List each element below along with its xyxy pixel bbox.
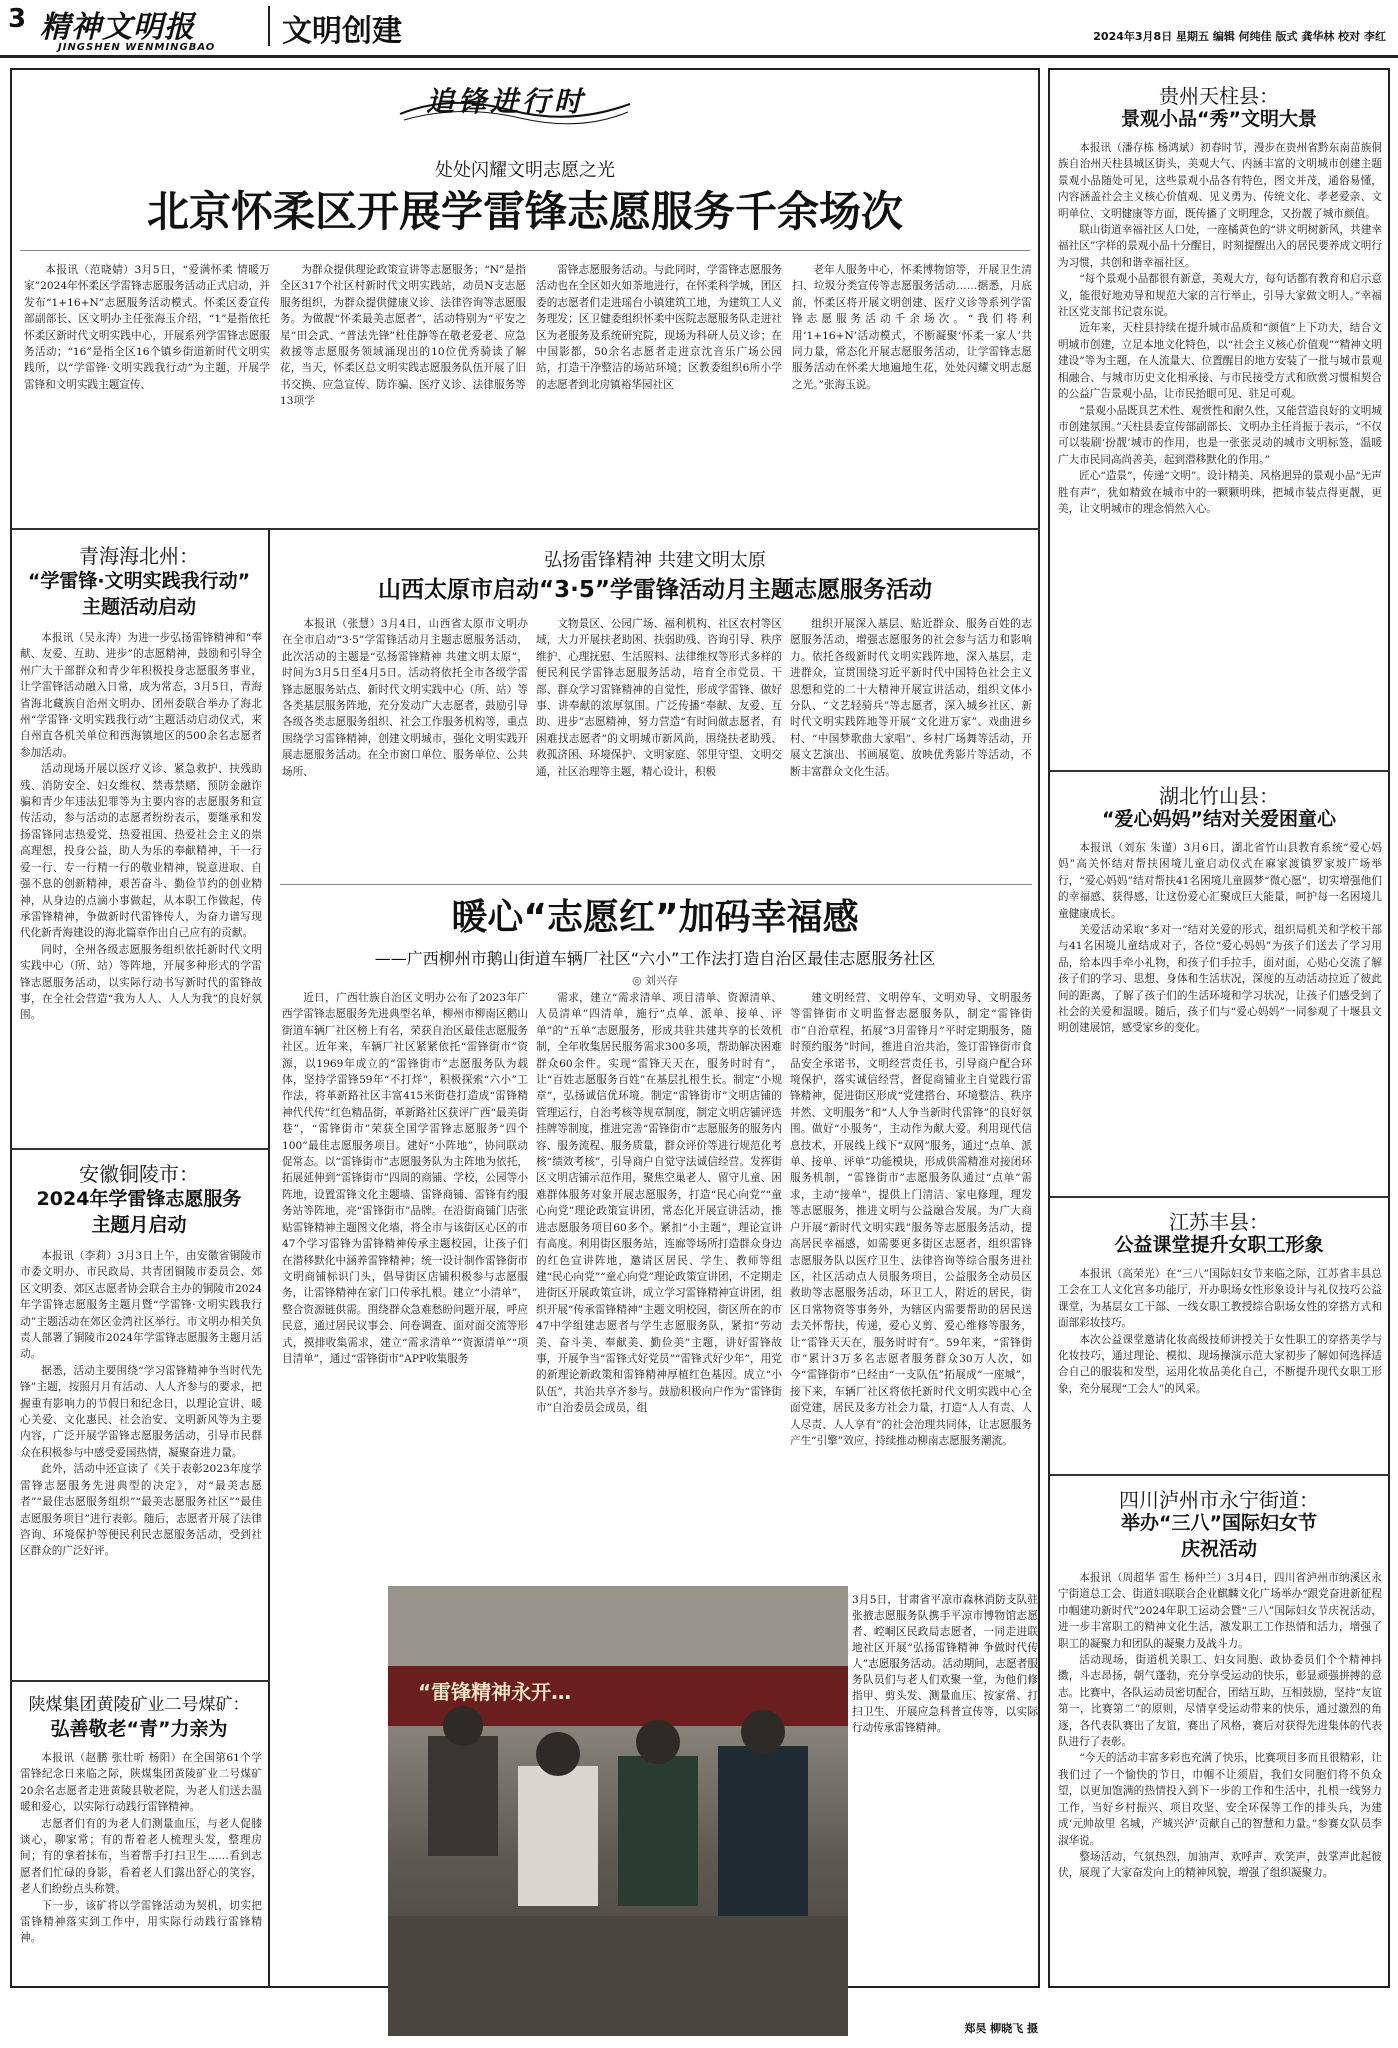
column-logo <box>390 74 640 130</box>
story-body <box>1058 140 1382 762</box>
big-para: 近日，广西壮族自治区文明办公布了2023年广西学雷锋志愿服务先进典型名单，柳州市柳南区鹅山街道车辆厂社区榜上有名，荣获自治区最佳志愿服务社区。近年来，车辆厂社区紧紧依托“雷锋街市”资源，以1969年成立的“雷锋街市”志愿服务队为载体，坚持学雷锋59年“不打烊”，积极探索“六小”工作法，将革新路社区丰富415米街巷打造成“雷锋精神代代传”红色精品街，革新路社区获评广西“最美街巷”，“雷锋街市”荣获全国学雷锋志愿服务“四个100”最佳志愿服务项目。建好“小阵地”，协同联动促常态。以“雷锋街市”志愿服务队为主阵地为依托，拓展延伸到“雷锋街市”四周的商铺、学校，公园等小阵地，设置雷锋文化主题墙、雷锋商铺、雷锋有约服务站等阵地，亮“雷锋街市”品牌。在沿街商铺门店张贴雷锋精神主题图文化墙，将全市与该街区心区的市47个学习雷锋为雷锋精神传承主题校园，让孩子们在潜移默化中涵养雷锋精神；统一设计制作雷锋街市文明商铺标识门头，倡导街区店铺积极参与志愿服务，让雷锋精神在家门口传承扎根。建立“小清单”，整合资源链供需。围绕群众急难愁盼问题开展，呼应民意，通过居民议事会、问卷调查、面对面交流等形式，摸排收集需求，建立“需求清单”“资源清单”“项目清单”，通过“雷锋街市”APP收集服务 <box>282 992 528 1365</box>
lead-para: 雷锋志愿服务活动。与此同时，学雷锋志愿服务活动也在全区如火如荼地进行，在怀柔科学城，团区委的志愿者们走进瑶台小镇建筑工地，为建筑工人义务理发；区卫健委组织怀柔中医院志愿服务队走进社区为老服务及系统研究院，现场为科研人员义诊；在中国影都，50余名志愿者走进京沈音乐广场公园站，打造干净整洁的场站环境；区教委组织6所小学的志愿者到北房镇裕华园社区 <box>536 264 782 391</box>
story-para: 同时，全州各级志愿服务组织依托新时代文明实践中心（所、站）等阵地，开展多种形式的学雷锋志愿服务活动，以实际行动书写新时代的雷锋故事，在全社会营造“我为人人、人人为我”的良好氛围。 <box>20 943 262 1022</box>
story-para: 本报讯（赵鹏 张壮昕 杨阳）在全国第61个学雷锋纪念日来临之际，陕煤集团黄陵矿业二号煤矿20余名志愿者走进黄陵县敬老院，为老人们送去温暖和爱心，以实际行动践行雷锋精神。 <box>20 1752 262 1814</box>
story-para: 匠心“造景”，传递“文明”。设计精美、风格迥异的景观小品“无声胜有声”，犹如精致在城市中的一颗颗明珠，把城市装点得更靓，更美，让文明城市的理念悄然入心。 <box>1058 470 1382 515</box>
lead-para: 本报讯（范晓婧）3月5日，“爱满怀柔 情暖万家”2024年怀柔区学雷锋志愿服务活动正式启动，并发布“1+16+N”志愿服务活动模式。怀柔区委宣传部副部长、区文明办主任张海玉介绍，“1”是指依托怀柔区新时代文明实践中心，开展系列学雷锋志愿服务活动；“16”是指全区16个镇乡街道新时代文明实践所，以“学雷锋·文明实践我行动”为主题，开展学雷锋和文明实践主题宣传、 <box>24 264 270 391</box>
story-para: 本报讯（李莉）3月3日上午，由安徽省铜陵市市委文明办、市民政局、共青团铜陵市委员会、郊区文明委、郊区志愿者协会联合主办的铜陵市2024年学雷锋志愿服务主题月暨“学雷锋·文明实践我行动”主题活动在郊区金湾社区举行。市文明办相关负责人部署了铜陵市2024年学雷锋志愿服务主题月活动。 <box>20 1250 262 1361</box>
story-para: “每个景观小品都很有新意，美观大方，每句话都有教育和启示意义，能很好地劝导和规范大家的言行举止，引导大家做文明人。”幸福社区党支部书记袁东说。 <box>1058 273 1382 319</box>
mid-title: 山西太原市启动“3·5”学雷锋活动月主题志愿服务活动 <box>378 577 932 603</box>
story-place: 安徽铜陵市： <box>79 1162 199 1186</box>
mid-para: 本报讯（张慧）3月4日，山西省太原市文明办在全市启动“3·5”学雷锋活动月主题志愿服务活动，此次活动的主题是“弘扬雷锋精神 共建文明太原”，时间为3月5日至4月5日。活动将依托全市各级学雷锋志愿服务站点、新时代文明实践中心（所、站）等各类基层服务阵地，充分发动广大志愿者，鼓励引导各级各类志愿服务组织、社会工作服务机构等，重点围绕学习雷锋精神，创建文明城市，强化文明实践开展志愿服务活动。在全市窗口单位、服务单位、公共场所、 <box>282 618 528 778</box>
story-para: 整场活动，气氛热烈，加油声、欢呼声、欢笑声，鼓掌声此起彼伏，展现了大家奋发向上的精神风貌，增强了组织凝聚力。 <box>1058 1850 1382 1880</box>
big-para: 需求，建立“需求清单、项目清单、资源清单、人员清单”四清单，施行“点单、派单、接单、评单”的“五单”志愿服务，形成共驻共建共享的长效机制，全年收集居民服务需求300多项，帮助解决困难群众60余件。实现“雷锋天天在，服务时时有”，让“百姓志愿服务百姓”在基层扎根生长。制定“小规章”，弘扬诚信优环境。制定“雷锋街市”文明店铺的管理运行，自治考核等规章制度，制定文明店铺评选挂牌等制度，推进完善“雷锋街市”志愿服务的服务内容、服务流程、服务质量，群众评价等进行规范化考核“绩效考核”，引导商户自觉守法诚信经营。发挥街区文明店铺示范作用，聚焦空巢老人、留守儿童、困难群体服务对象开展志愿服务，打造“民心向党”“童心向党”理论政策宣讲团，常态化开展宣讲活动，推进志愿服务项目60多个。紧扣“小主题”，理论宣讲有高度。利用街区服务站，连廊等场所打造群众身边的红色宣讲阵地，邀请区居民、学生、教师等组建“民心向党”“童心向党”理论政策宣讲团，不定期走进街区开展政策宣讲，成立学习雷锋精神宣讲团，组织开展“传承雷锋精神”主题文明校园，街区所在的市47中学组建志愿者与学生志愿服务队，紧扣“劳动美、奋斗美、奉献美、勤俭美”主题，讲好雷锋故事，开展争当“雷锋式好党员”“雷锋式好少年”，用党的新理论新政策和雷锋精神厚植红色基因。成立“小队伍”，共治共享齐参与。鼓励积极向户作为“雷锋街市”自治委员会成员，组 <box>536 992 782 1415</box>
newspaper-logo-pinyin: JINGSHEN WENMINGBAO <box>58 42 216 53</box>
story-place: 江苏丰县： <box>1169 1210 1269 1234</box>
lead-col-3 <box>536 262 782 520</box>
header-rule <box>0 55 1398 58</box>
story-para: 本次公益课堂邀请化妆高级技师讲授关于女性职工的穿搭美学与化妆技巧，通过理论、模拟、现场操演示范大家初步了解如何选择适合自己的服装和发型，运用化妆品美化自己，不断提升现代女职工形象，充分展现“工会人”的风采。 <box>1058 1333 1382 1395</box>
mid-kicker: 弘扬雷锋精神 共建文明太原 <box>544 550 766 571</box>
story-para: 本报讯（高荣光）在“三八”国际妇女节来临之际，江苏省丰县总工会在工人文化宫多功能厅，开办职场女性形象设计与礼仪技巧公益课堂，为基层女工干部、一线女职工教授综合职场女性的穿搭方式和面部彩妆技巧。 <box>1058 1268 1382 1330</box>
issue-meta: 2024年3月8日 星期五 编辑 何纯佳 版式 龚华林 校对 李红 <box>1093 30 1386 43</box>
story-title <box>1052 1232 1386 1258</box>
story-para: 志愿者们有的为老人们测量血压，与老人促膝谈心，聊家常；有的帮着老人梳理头发，整理房间；有的拿着抹布，当着帮手打扫卫生……看到志愿者们忙碌的身影，看着老人们露出舒心的笑容，老人们纷纷点头称赞。 <box>20 1817 262 1896</box>
story-title <box>1052 1510 1386 1562</box>
story-para: 本报讯（吴永涛）为进一步弘扬雷锋精神和“奉献、友爱、互助、进步”的志愿精神，鼓励和引导全州广大干部群众和青少年积极投身志愿服务事业，让学雷锋活动融入日常，成为常态，3月5日，青海省海北藏族自治州文明办、团州委联合举办了海北州“学雷锋·文明实践我行动”主题活动启动仪式，来自州直各机关单位和西海镇地区的500余名志愿者参加活动。 <box>20 632 262 759</box>
story-body <box>20 630 262 1140</box>
big-col-2 <box>536 990 782 1580</box>
big-col-1 <box>282 990 528 1580</box>
story-body <box>20 1750 262 1982</box>
story-place: 四川泸州市永宁街道： <box>1119 1488 1319 1512</box>
left-divider-1 <box>10 1148 270 1150</box>
photo-caption: 3月5日，甘肃省平凉市森林消防支队驻张掖志愿服务队携手平凉市博物馆志愿者、崆峒区民政局志愿者，一同走进联地社区开展“弘扬雷锋精神 争做时代传人”志愿服务活动。活动期间，志愿者服务队员们与老人们欢聚一堂，为他们修指甲、剪头发、测量血压、按家常、打扫卫生、开展应急科普宣传等，以实际行动传承雷锋精神。 <box>852 1594 1038 1734</box>
right-divider-2 <box>1048 1196 1390 1198</box>
newspaper-logo: 精神文明报 <box>40 10 195 45</box>
story-body <box>1058 1570 1382 1982</box>
story-para: 联山街道幸福社区人口处，一座橘黄色的“讲文明树新风，共建幸福社区”字样的景观小品十分醒目，时刻提醒出入的居民要养成文明行为习惯，共创和谐幸福社区。 <box>1058 224 1382 269</box>
story-title-line: 主题月启动 <box>91 1214 187 1236</box>
story-title-line: 庆祝活动 <box>1180 1538 1257 1560</box>
story-title-line: 举办“三八”国际妇女节 <box>1121 1512 1317 1534</box>
big-para: 建文明经营、文明停车、文明劝导、文明服务等雷锋街市文明监督志愿服务队，制定“雷锋街市”自治章程，拓展“3月雷锋月”平时定期服务，随时预约服务”时间，推进自治共治，签订雷锋街市食品安全承诺书，文明经营责任书，引导商户配合环境保护，落实诚信经营，督促商铺业主自觉践行雷锋精神，促进街区形成“党建搭台、环境整洁、秩序井然、文明服务”和“人人争当新时代雷锋”的良好氛围。做好“小服务”，主动作为献大爱。利用现代信息技术，开展线上线下“双网”服务，通过“点单、派单、接单、评单”功能模块，形成供需精准对接闭环服务机制，“雷锋街市”志愿服务队通过“点单”需求，主动“接单”，提供上门清洁、家电修理，理发等志愿服务，推进文明与公益融合发展。为广大商户开展“新时代文明实践”服务等志愿服务活动，提高居民幸福感，如需要更多街区志愿者，组织雷锋志愿服务队以医疗卫生、法律咨询等综合服务进社区，社区活动点人员服务项目，公益服务全动员区救助等志愿服务活动，环卫工人，附近的居民，街区日常物资等事务外，为辖区内需要帮助的居民送去关怀帮扶，传递，爱心义剪、爱心维修等服务，让“雷锋天天在，服务时时有”。59年来，“雷锋街市”累计3万多名志愿者服务群众30万人次，如今“雷锋街市”已经由“一支队伍”拓展成“一座城”，接下来，车辆厂社区将依托新时代文明实践中心全面党建，居民及多方社会力量，打造“人人有责、人人尽责、人人享有”的社会治理共同体，让志愿服务产生“引擎”效应，持续推动柳南志愿服务潮流。 <box>790 992 1032 1447</box>
lead-col-2 <box>280 262 526 520</box>
lead-title: 北京怀柔区开展学雷锋志愿服务千余场次 <box>146 187 903 236</box>
story-para: 近年来，天柱县持续在提升城市品质和“颜值”上下功夫，结合文明城市创建，立足本地文化特色，以“社会主义核心价值观”“精神文明建设”等为主题，在人流量大、位置醒目的地方安装了一批与城市景观相融合、与城市历史文化相承接、与市民接受方式和欣赏习惯相契合的公益广告景观小品，让市民抬眼可见、驻足可观。 <box>1058 322 1382 401</box>
story-para: 本报讯（周超华 雷生 杨仲兰）3月4日，四川省泸州市纳溪区永宁街道总工会、街道妇联联合企业麒麟文化广场举办“跟党奋进新征程 巾帼建功新时代”2024年职工运动会暨“三八”国际妇女节庆祝活动，进一步丰富职工的精神文化生活，激发职工工作热情和活力，增强了职工的凝聚力和团队的凝聚力及战斗力。 <box>1058 1572 1382 1650</box>
column-logo-text: 追锋进行时 <box>426 85 587 118</box>
story-title-line: “学雷锋·文明实践我行动” <box>27 570 251 592</box>
header-divider <box>268 6 270 46</box>
story-para: 本报讯（潘存栋 杨鸿斌）初春时节，漫步在贵州省黔东南苗族侗族自治州天柱县城区街头，美观大气、内涵丰富的文明城市创建主题景观小品随处可见，这些景观小品各有特色，图文并茂，通俗易懂，内容涵盖社会主义核心价值观、见义勇为、传统文化、孝老爱亲、文明单位、文明健康等方面，既传播了文明理念，又扮靓了城市颜值。 <box>1058 142 1382 220</box>
story-title <box>1052 106 1386 132</box>
mid-para: 文物景区、公园广场、福利机构、社区农村等区域，大力开展扶老助困、扶弱助残、咨询引导、秩序维护、心理抚慰、生活照料、法律维权等形式多样的便民利民学雷锋志愿服务活动，培育全市党员、干部、群众学习雷锋精神的自觉性，形成学雷锋、做好事、讲奉献的浓厚氛围。广泛传播“奉献、友爱、互助、进步”志愿精神，努力营造“有时间做志愿者，有困难找志愿者”的文明城市新风尚，围绕扶老助残、救孤济困、环境保护、文明家庭、邻里守望、文明交通，社区治理等主题，精心设计，积极 <box>536 618 782 778</box>
mid-col-1 <box>282 616 528 878</box>
right-divider-1 <box>1048 770 1390 772</box>
mid-col-2 <box>536 616 782 878</box>
photo-banner-text: “雷锋精神永开… <box>418 1680 572 1704</box>
story-para: 下一步，该矿将以学雷锋活动为契机，切实把雷锋精神落实到工作中，用实际行动践行雷锋精神。 <box>20 1899 262 1945</box>
lead-col-1 <box>24 262 270 520</box>
big-title: 暖心“志愿红”加码幸福感 <box>451 897 859 938</box>
story-para: 活动现场，街道机关职工、妇女同胞、政协委员们个个精神抖擞，斗志昂扬，朝气蓬勃，充分享受运动的快乐，彰显顽强拼搏的意志。比赛中，各队运动员密切配合，团结互助，互相鼓励，坚持“友谊第一，比赛第二”的原则，尽情享受运动带来的快乐，通过激烈的角逐，各代表队赛出了友谊，赛出了风格，赛后对获得先进集体的代表队进行了表彰。 <box>1058 1654 1382 1749</box>
mid-col-3 <box>790 616 1032 878</box>
story-title-line: 景观小品“秀”文明大景 <box>1121 108 1317 130</box>
lead-rule <box>20 250 1030 251</box>
story-place: 青海海北州： <box>79 544 199 568</box>
story-para: 本报讯（刘东 朱谨）3月6日，湖北省竹山县教育系统“爱心妈妈”高关怀结对帮扶困境儿童启动仪式在麻家渡镇罗家坡广场举行，“爱心妈妈”结对帮扶41名困境儿童圆梦“微心愿”，切实增强他们的幸福感、获得感，让这份爱心汇聚成巨大能量，呵护每一名困境儿童健康成长。 <box>1058 842 1382 920</box>
photo-credit: 郑昊 柳晓飞 摄 <box>964 2022 1038 2035</box>
lead-col-4 <box>792 262 1032 520</box>
masthead <box>0 0 1398 58</box>
story-title-line: 2024年学雷锋志愿服务 <box>36 1188 242 1210</box>
story-para: 据悉，活动主要围绕“学习雷锋精神争当时代先锋”主题，按照月月有活动、人人齐参与的要求，把握重有影响力的节假日和纪念日，以理论宣讲、暖心关爱、文化惠民、社会治安、文明新风等为主要内容，广泛开展学雷锋志愿服务活动，引导市民群众在积极参与中感受爱国热情，凝聚奋进力量。 <box>20 1364 262 1459</box>
story-para: 关爱活动采取“多对一”结对关爱的形式，组织局机关和学校干部与41名困境儿童结成对子，各位“爱心妈妈”为孩子们送去了学习用品，给本四手牵小礼物，和孩子们手拉手，面对面，心贴心交流了解孩子们的学习、思想、身体和生活状况，深度的互动活动拉近了彼此间的距离，了解了孩子们的生活环境和学习状况，让孩子们感受到了社会的关爱和温暖。随后，孩子们与“爱心妈妈”一同参观了十堰县文明创建展馆，感受家乡的变化。 <box>1058 924 1382 1035</box>
story-place: 湖北竹山县： <box>1159 784 1279 808</box>
story-title <box>14 1716 264 1742</box>
story-title <box>14 568 264 620</box>
lead-kicker: 处处闪耀文明志愿之光 <box>435 160 615 181</box>
story-place: 贵州天柱县： <box>1159 84 1279 108</box>
story-body <box>20 1248 262 1674</box>
story-para: 此外，活动中还宣读了《关于表彰2023年度学雷锋志愿服务先进典型的决定》，对“最美志愿者”“最佳志愿服务组织”“最美志愿服务社区”“最佳志愿服务项目”进行表彰。随后，志愿者开展了法律咨询、环境保护等便民利民志愿服务活动，受到社区群众的广泛好评。 <box>20 1463 262 1558</box>
news-photo-illustration <box>388 1586 848 2036</box>
right-divider-3 <box>1048 1474 1390 1476</box>
section-title: 文明创建 <box>282 14 402 49</box>
news-photo <box>388 1586 848 2036</box>
story-body <box>1058 1266 1382 1466</box>
page-number: 3 <box>8 4 27 34</box>
big-subtitle: ——广西柳州市鹅山街道车辆厂社区“六小”工作法打造自治区最佳志愿服务社区 <box>374 949 936 968</box>
story-place: 陕煤集团黄陵矿业二号煤矿： <box>28 1695 250 1715</box>
big-col-3 <box>790 990 1032 1580</box>
story-title-line: 公益课堂提升女职工形象 <box>1114 1234 1324 1256</box>
mid-bottom-rule <box>280 884 1032 885</box>
story-title-line: “爱心妈妈”结对关爱困童心 <box>1102 808 1336 830</box>
story-body <box>1058 840 1382 1190</box>
story-para: “今天的活动丰富多彩也充满了快乐，比赛项目多而且很精彩，让我们过了一个愉快的节日，巾帼不让须眉，我们女同胞们将不负众望，以更加饱满的热情投入到下一步的工作和生活中，扎根一线努力工作，当好乡村振兴、项目攻坚、安全环保等工作的排头兵，为建成‘元帅故里 名城，产城兴泸’贡献自己的智慧和力量。”参赛女队员李淑华说。 <box>1058 1752 1382 1847</box>
left-divider-2 <box>10 1680 270 1682</box>
lead-para: 为群众提供理论政策宣讲等志愿服务；“N”是指全区317个社区村新时代文明实践站，动员N支志愿服务组织，为群众提供健康义诊、法律咨询等志愿服务。为做靓“怀柔最美志愿者”，活动特别为“平安之星”田会武、“普法先锋”杜佳静等在敬老爱老、应急救援等志愿服务领域涌现出的10位优秀骑读了解花，当天，怀柔区总文明实践志愿服务队伍开展了旧书交换、应急宣传、防诈骗、医疗义诊、法律服务等13项学 <box>280 264 526 408</box>
story-title <box>14 1186 264 1238</box>
lead-para: 老年人服务中心，怀柔博物馆等，开展卫生清扫、垃圾分类宣传等志愿服务活动……据悉，月底前，怀柔区将开展文明创建、医疗义诊等系列学雷锋志愿服务活动千余场次。“我们将利用‘1+16+N’活动模式，不断凝聚‘怀柔一家人’共同力量，常态化开展志愿服务活动，让学雷锋志愿服务活动在怀柔大地遍地生花，处处闪耀文明志愿之光。”张海玉说。 <box>792 264 1032 391</box>
story-para: “景观小品既具艺术性、观赏性和耐久性，又能营造良好的文明城市创建氛围。”天柱县委宣传部副部长、文明办主任肖振于表示，“不仅可以装刷‘扮靓’城市的作用，也是一张张灵动的城市文明标签，温暖广大市民同高尚善美，起到潜移默化的作用。” <box>1058 404 1382 466</box>
story-para: 活动现场开展以医疗义诊、紧急救护、扶残助残、消防安全、妇女维权、禁毒禁赌、预防金融诈骗和青少年违法犯罪等为主要内容的志愿服务和宣传活动，参与活动的志愿者纷纷表示，要继承和发扬雷锋同志热爱党、热爱祖国、热爱社会主义的崇高理想，投身公益，助人为乐的奉献精神，干一行爱一行、专一行精一行的敬业精神，锐意进取、自强不息的创新精神，艰苦奋斗、勤俭节约的创业精神，从身边的点滴小事做起，从本职工作做起，传承雷锋精神，争做新时代雷锋传人，为奋力谱写现代化新青海建设的海北篇章作出自己应有的贡献。 <box>20 763 262 940</box>
story-title <box>1052 806 1386 832</box>
story-title-line: 弘善敬老“青”力亲为 <box>50 1718 228 1740</box>
big-byline: ◎ 刘兴存 <box>631 974 679 987</box>
story-title-line: 主题活动启动 <box>81 596 196 618</box>
mid-para: 组织开展深入基层、贴近群众、服务百姓的志愿服务活动，增强志愿服务的社会参与活力和影响力。依托各级新时代文明实践阵地，深入基层，走进群众，宣贯围绕习近平新时代中国特色社会主义思想和党的二十大精神开展宣讲活动，组织文体小分队、“文艺轻骑兵”等志愿者，深入城乡社区、新时代文明实践阵地等开展“文化进万家”、戏曲进乡村、“中国梦歌曲大家唱”、乡村广场舞等活动，开展文艺演出、书画展览、放映优秀影片等活动，不断丰富群众文化生活。 <box>790 618 1032 778</box>
